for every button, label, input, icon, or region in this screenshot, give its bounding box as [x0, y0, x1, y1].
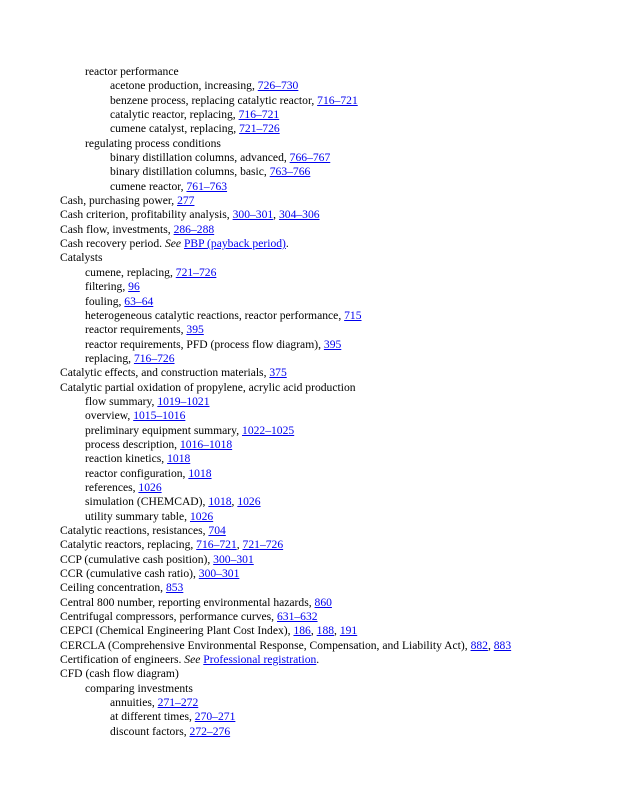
- entry-text: process description,: [85, 437, 180, 451]
- link-separator: ,: [334, 624, 340, 638]
- page-link[interactable]: 715: [344, 308, 362, 322]
- index-entry: [60, 122, 620, 136]
- page-link[interactable]: 1026: [189, 509, 214, 523]
- index-entry: [60, 237, 620, 251]
- entry-text: binary distillation columns, basic,: [110, 165, 270, 179]
- index-entry: [60, 424, 620, 438]
- entry-text: Cash criterion, profitability analysis,: [60, 208, 233, 222]
- index-entry: [60, 567, 620, 581]
- page-link[interactable]: 1016–1018: [179, 437, 233, 451]
- page-link[interactable]: 191: [339, 624, 358, 638]
- page-link[interactable]: 716–721: [196, 538, 237, 552]
- page-link[interactable]: 1026: [237, 495, 261, 509]
- page-link[interactable]: 631–632: [276, 610, 318, 624]
- entry-text: reactor requirements,: [85, 323, 187, 337]
- page-link[interactable]: 1018: [208, 495, 232, 509]
- entry-text: comparing investments: [85, 681, 193, 695]
- entry-text: cumene catalyst, replacing,: [110, 122, 240, 136]
- index-entry: [60, 208, 620, 222]
- index-entry: [60, 338, 620, 352]
- page-link[interactable]: 300–301: [213, 552, 254, 566]
- link-separator: ,: [487, 638, 494, 652]
- entry-text: heterogeneous catalytic reactions, reactor performance,: [85, 308, 345, 322]
- entry-text: Ceiling concentration,: [60, 581, 166, 595]
- index-entry: [60, 323, 620, 337]
- index-entry: [60, 180, 620, 194]
- index-entry: [60, 524, 620, 538]
- index-entry: [60, 366, 620, 380]
- index-entry: [60, 438, 620, 452]
- entry-text: CFD (cash flow diagram): [60, 667, 179, 681]
- index-entry: [60, 381, 620, 395]
- entry-text: Certification of engineers.: [60, 653, 185, 667]
- entry-text: Cash flow, investments,: [60, 222, 174, 236]
- page-link[interactable]: 272–276: [189, 724, 231, 738]
- entry-text: Catalytic reactors, replacing,: [60, 538, 197, 552]
- index-entry: [60, 725, 620, 739]
- page-link[interactable]: 853: [165, 581, 184, 595]
- link-separator: ,: [236, 538, 243, 552]
- entry-text: cumene reactor,: [110, 179, 187, 193]
- index-entry: [60, 280, 620, 294]
- page-link[interactable]: 1019–1021: [157, 394, 210, 408]
- entry-text: cumene, replacing,: [85, 265, 176, 279]
- see-link[interactable]: Professional registration: [203, 653, 317, 667]
- entry-text: reaction kinetics,: [85, 452, 168, 466]
- index-entry: [60, 251, 620, 265]
- index-entry: [60, 165, 620, 179]
- entry-text: filtering,: [85, 280, 129, 294]
- index-entry: [60, 624, 620, 638]
- see-label: See: [184, 653, 201, 667]
- entry-text: Catalytic effects, and construction materials,: [60, 366, 270, 380]
- index-entry: [60, 481, 620, 495]
- page-link[interactable]: 270–271: [194, 710, 236, 724]
- entry-text: reactor configuration,: [85, 466, 189, 480]
- entry-text: Catalytic partial oxidation of propylene, acrylic acid production: [60, 380, 356, 394]
- page-link[interactable]: 721–726: [175, 265, 217, 279]
- page-link[interactable]: 1015–1016: [133, 409, 186, 423]
- index-entry: [60, 223, 620, 237]
- index-entry: [60, 682, 620, 696]
- entry-text: CCP (cumulative cash position),: [60, 552, 214, 566]
- index-entry: [60, 108, 620, 122]
- page-link[interactable]: 882: [470, 638, 488, 652]
- page-link[interactable]: 860: [314, 595, 332, 609]
- page-link[interactable]: 1026: [138, 480, 162, 494]
- page-link[interactable]: 63–64: [124, 294, 154, 308]
- see-label: See: [164, 237, 182, 251]
- entry-tail: .: [316, 653, 320, 667]
- page-link[interactable]: 761–763: [186, 179, 228, 193]
- entry-text: Catalysts: [60, 251, 103, 265]
- page-link[interactable]: 704: [208, 524, 226, 537]
- index-entry: [60, 352, 620, 366]
- entry-text: binary distillation columns, advanced,: [110, 151, 290, 165]
- index-entry: [60, 581, 620, 595]
- entry-text: reactor performance: [85, 65, 179, 78]
- index-entry: [60, 610, 620, 624]
- index-entry: [60, 194, 620, 208]
- page-link[interactable]: 96: [128, 280, 140, 294]
- entry-text: Centrifugal compressors, performance curves,: [60, 610, 277, 624]
- entry-text: references,: [85, 480, 139, 494]
- index-entry: [60, 696, 620, 710]
- index-entry: [60, 596, 620, 610]
- page-link[interactable]: 883: [493, 638, 512, 652]
- entry-text: replacing,: [85, 351, 134, 365]
- entry-tail: .: [285, 237, 289, 251]
- page-link[interactable]: 375: [269, 366, 287, 380]
- index-entry: [60, 395, 620, 409]
- index-entry: [60, 710, 620, 724]
- entry-text: reactor requirements, PFD (process flow diagram),: [85, 337, 324, 351]
- entry-text: benzene process, replacing catalytic reactor,: [110, 93, 318, 107]
- page-link[interactable]: 395: [323, 337, 342, 351]
- index-entry: [60, 409, 620, 423]
- index-entry: [60, 495, 620, 509]
- entry-text: acetone production, increasing,: [110, 79, 258, 93]
- index-entry: [60, 553, 620, 567]
- entry-text: annuities,: [110, 696, 158, 710]
- entry-text: regulating process conditions: [85, 136, 221, 150]
- page-link[interactable]: 716–721: [238, 108, 280, 122]
- page-link[interactable]: 395: [186, 323, 204, 337]
- page-link[interactable]: 277: [177, 194, 195, 208]
- entry-text: simulation (CHEMCAD),: [85, 495, 209, 509]
- entry-text: Catalytic reactions, resistances,: [60, 524, 209, 537]
- page-link[interactable]: 1022–1025: [242, 423, 295, 437]
- index-entry: [60, 65, 620, 79]
- entry-text: Cash, purchasing power,: [60, 194, 178, 208]
- entry-text: at different times,: [110, 710, 195, 724]
- page-link[interactable]: 188: [316, 624, 335, 638]
- entry-text: catalytic reactor, replacing,: [110, 108, 239, 122]
- page-link[interactable]: 271–272: [157, 696, 199, 710]
- page-link[interactable]: 286–288: [173, 222, 215, 236]
- index-entry: [60, 309, 620, 323]
- index-entry: [60, 653, 620, 667]
- page-link[interactable]: 726–730: [257, 79, 299, 93]
- link-separator: ,: [231, 495, 238, 509]
- entry-text: overview,: [85, 409, 134, 423]
- entry-text: discount factors,: [110, 724, 190, 738]
- index-page: [60, 65, 620, 739]
- index-entry: [60, 667, 620, 681]
- entry-text: utility summary table,: [85, 509, 190, 523]
- entry-text: flow summary,: [85, 394, 158, 408]
- index-entry: [60, 94, 620, 108]
- index-entry: [60, 538, 620, 552]
- page-link[interactable]: 300–301: [198, 567, 240, 581]
- page-link[interactable]: 721–726: [242, 538, 284, 552]
- page-link[interactable]: 766–767: [289, 151, 331, 165]
- entry-text: preliminary equipment summary,: [85, 423, 243, 437]
- page-link[interactable]: 721–726: [239, 122, 280, 136]
- index-entry: [60, 137, 620, 151]
- entry-text: Central 800 number, reporting environmental hazards,: [60, 595, 315, 609]
- page-link[interactable]: 1018: [188, 466, 212, 480]
- index-entry: [60, 79, 620, 93]
- index-entry: [60, 467, 620, 481]
- index-entry: [60, 295, 620, 309]
- see-link[interactable]: PBP (payback period): [183, 237, 286, 251]
- page-link[interactable]: 300–301: [232, 208, 274, 222]
- entry-text: fouling,: [85, 294, 125, 308]
- index-entry: [60, 510, 620, 524]
- index-entry: [60, 639, 620, 653]
- index-entry: [60, 452, 620, 466]
- entry-text: CERCLA (Comprehensive Environmental Response, Compensation, and Liability Act),: [60, 638, 471, 652]
- page-link[interactable]: 304–306: [278, 208, 320, 222]
- page-link[interactable]: 716–726: [133, 351, 175, 365]
- page-link[interactable]: 186: [293, 624, 311, 638]
- page-link[interactable]: 1018: [167, 452, 191, 466]
- index-entry: [60, 151, 620, 165]
- link-separator: ,: [310, 624, 317, 638]
- page-link[interactable]: 716–721: [317, 93, 358, 107]
- link-separator: ,: [273, 208, 279, 222]
- index-entry: [60, 266, 620, 280]
- page-link[interactable]: 763–766: [269, 165, 311, 179]
- entry-text: CEPCI (Chemical Engineering Plant Cost Index),: [60, 624, 294, 638]
- entry-text: Cash recovery period.: [60, 237, 165, 251]
- entry-text: CCR (cumulative cash ratio),: [60, 567, 199, 581]
